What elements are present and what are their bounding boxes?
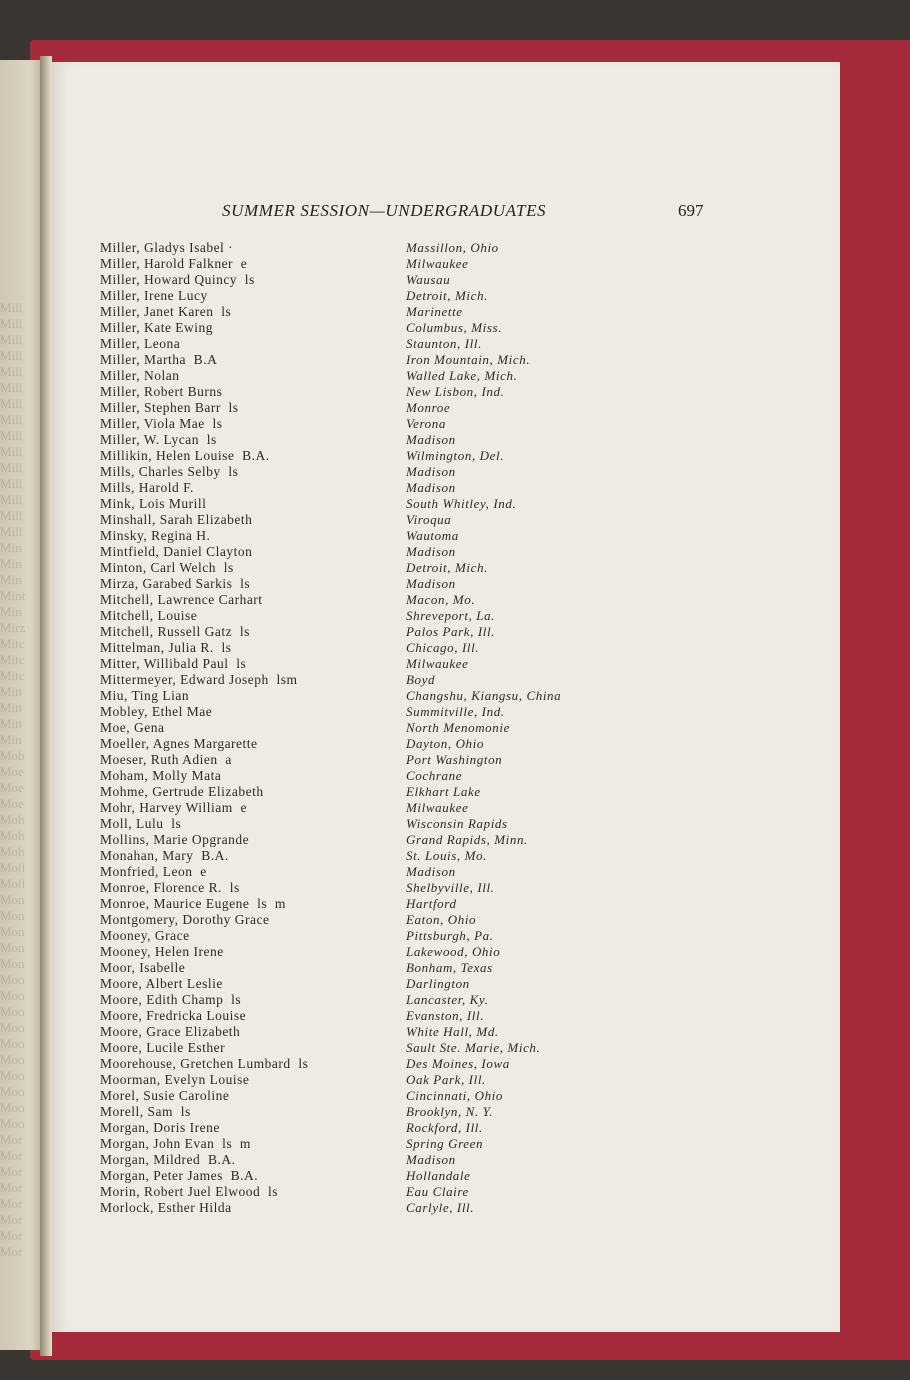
student-name: Morgan, Peter James B.A. bbox=[100, 1168, 259, 1183]
student-name: Miller, Leona bbox=[100, 336, 181, 351]
hometown: Madison bbox=[406, 1152, 456, 1167]
directory-entry bbox=[100, 592, 660, 608]
directory-entry bbox=[100, 688, 660, 704]
directory-entry bbox=[100, 1104, 660, 1120]
directory-entry bbox=[100, 464, 660, 480]
directory-entry bbox=[100, 384, 660, 400]
student-name: Moore, Albert Leslie bbox=[100, 976, 223, 991]
student-name: Mink, Lois Murill bbox=[100, 496, 207, 511]
hometown: Detroit, Mich. bbox=[406, 560, 488, 575]
directory-entry bbox=[100, 608, 660, 624]
student-name: Moorehouse, Gretchen Lumbard ls bbox=[100, 1056, 309, 1071]
hometown: New Lisbon, Ind. bbox=[406, 384, 505, 399]
student-name: Monroe, Maurice Eugene ls m bbox=[100, 896, 286, 911]
student-name: Morlock, Esther Hilda bbox=[100, 1200, 232, 1215]
student-name: Moorman, Evelyn Louise bbox=[100, 1072, 250, 1087]
directory-entry bbox=[100, 800, 660, 816]
directory-entry bbox=[100, 624, 660, 640]
hometown: Evanston, Ill. bbox=[406, 1008, 485, 1023]
directory-entry bbox=[100, 480, 660, 496]
directory-entry bbox=[100, 864, 660, 880]
hometown: Wilmington, Del. bbox=[406, 448, 505, 463]
directory-entry bbox=[100, 352, 660, 368]
hometown: Walled Lake, Mich. bbox=[406, 368, 518, 383]
hometown: Hollandale bbox=[406, 1168, 471, 1183]
directory-entry bbox=[100, 272, 660, 288]
directory-entry bbox=[100, 528, 660, 544]
directory-entry bbox=[100, 928, 660, 944]
hometown: Viroqua bbox=[406, 512, 452, 527]
student-name: Morgan, Mildred B.A. bbox=[100, 1152, 236, 1167]
student-name: Mooney, Helen Irene bbox=[100, 944, 224, 959]
hometown: Summitville, Ind. bbox=[406, 704, 505, 719]
hometown: White Hall, Md. bbox=[406, 1024, 499, 1039]
student-name: Moeser, Ruth Adien a bbox=[100, 752, 232, 767]
hometown: Cincinnati, Ohio bbox=[406, 1088, 503, 1103]
directory-entry bbox=[100, 1152, 660, 1168]
student-name: Miu, Ting Lian bbox=[100, 688, 190, 703]
directory-entry bbox=[100, 448, 660, 464]
directory-entry bbox=[100, 912, 660, 928]
hometown: Madison bbox=[406, 432, 456, 447]
directory-entry bbox=[100, 1040, 660, 1056]
student-name: Miller, Nolan bbox=[100, 368, 180, 383]
student-name: Mitchell, Lawrence Carhart bbox=[100, 592, 263, 607]
student-name: Millikin, Helen Louise B.A. bbox=[100, 448, 270, 463]
directory-entry bbox=[100, 1088, 660, 1104]
hometown: Madison bbox=[406, 544, 456, 559]
student-name: Miller, Janet Karen ls bbox=[100, 304, 232, 319]
student-name: Minshall, Sarah Elizabeth bbox=[100, 512, 253, 527]
directory-entry bbox=[100, 832, 660, 848]
hometown: Verona bbox=[406, 416, 446, 431]
directory-entry bbox=[100, 400, 660, 416]
directory-entry bbox=[100, 544, 660, 560]
directory-list bbox=[100, 240, 660, 1216]
hometown: Madison bbox=[406, 576, 456, 591]
directory-entry bbox=[100, 1200, 660, 1216]
directory-entry bbox=[100, 976, 660, 992]
directory-entry bbox=[100, 240, 660, 256]
student-name: Miller, Kate Ewing bbox=[100, 320, 214, 335]
directory-entry bbox=[100, 1056, 660, 1072]
directory-entry bbox=[100, 1168, 660, 1184]
student-name: Moore, Lucile Esther bbox=[100, 1040, 226, 1055]
directory-entry bbox=[100, 416, 660, 432]
hometown: Shelbyville, Ill. bbox=[406, 880, 495, 895]
hometown: Changshu, Kiangsu, China bbox=[406, 688, 562, 703]
directory-entry bbox=[100, 944, 660, 960]
directory-entry bbox=[100, 512, 660, 528]
hometown: Monroe bbox=[406, 400, 451, 415]
student-name: Minton, Carl Welch ls bbox=[100, 560, 234, 575]
hometown: Milwaukee bbox=[406, 800, 469, 815]
hometown: Columbus, Miss. bbox=[406, 320, 503, 335]
hometown: Port Washington bbox=[406, 752, 503, 767]
hometown: Madison bbox=[406, 480, 456, 495]
directory-entry bbox=[100, 1120, 660, 1136]
directory-entry bbox=[100, 432, 660, 448]
student-name: Morgan, John Evan ls m bbox=[100, 1136, 251, 1151]
student-name: Moore, Grace Elizabeth bbox=[100, 1024, 241, 1039]
book-gutter bbox=[40, 56, 52, 1356]
hometown: Des Moines, Iowa bbox=[406, 1056, 510, 1071]
hometown: Massillon, Ohio bbox=[406, 240, 499, 255]
student-name: Mills, Harold F. bbox=[100, 480, 194, 495]
hometown: Carlyle, Ill. bbox=[406, 1200, 475, 1215]
hometown: Rockford, Ill. bbox=[406, 1120, 483, 1135]
hometown: Elkhart Lake bbox=[406, 784, 481, 799]
running-head: SUMMER SESSION—UNDERGRADUATES bbox=[222, 201, 547, 220]
student-name: Miller, Irene Lucy bbox=[100, 288, 208, 303]
hometown: Wautoma bbox=[406, 528, 459, 543]
hometown: Boyd bbox=[406, 672, 436, 687]
student-name: Moe, Gena bbox=[100, 720, 165, 735]
hometown: Lakewood, Ohio bbox=[406, 944, 501, 959]
directory-entry bbox=[100, 768, 660, 784]
student-name: Mirza, Garabed Sarkis ls bbox=[100, 576, 251, 591]
directory-entry bbox=[100, 1072, 660, 1088]
hometown: Macon, Mo. bbox=[406, 592, 476, 607]
student-name: Moor, Isabelle bbox=[100, 960, 186, 975]
directory-entry bbox=[100, 368, 660, 384]
hometown: Wausau bbox=[406, 272, 451, 287]
hometown: Cochrane bbox=[406, 768, 463, 783]
student-name: Mitchell, Louise bbox=[100, 608, 198, 623]
directory-entry bbox=[100, 656, 660, 672]
left-page-edge bbox=[0, 60, 44, 1350]
student-name: Mollins, Marie Opgrande bbox=[100, 832, 250, 847]
directory-entry bbox=[100, 496, 660, 512]
student-name: Moham, Molly Mata bbox=[100, 768, 222, 783]
student-name: Moore, Fredricka Louise bbox=[100, 1008, 247, 1023]
hometown: Brooklyn, N. Y. bbox=[406, 1104, 494, 1119]
student-name: Minsky, Regina H. bbox=[100, 528, 211, 543]
directory-entry bbox=[100, 720, 660, 736]
directory-entry bbox=[100, 736, 660, 752]
student-name: Mitter, Willibald Paul ls bbox=[100, 656, 247, 671]
directory-entry bbox=[100, 752, 660, 768]
student-name: Moll, Lulu ls bbox=[100, 816, 182, 831]
student-name: Morgan, Doris Irene bbox=[100, 1120, 220, 1135]
hometown: South Whitley, Ind. bbox=[406, 496, 517, 511]
hometown: Milwaukee bbox=[406, 256, 469, 271]
directory-entry bbox=[100, 848, 660, 864]
student-name: Mintfield, Daniel Clayton bbox=[100, 544, 253, 559]
directory-entry bbox=[100, 288, 660, 304]
student-name: Miller, Harold Falkner e bbox=[100, 256, 248, 271]
hometown: St. Louis, Mo. bbox=[406, 848, 487, 863]
directory-entry bbox=[100, 1024, 660, 1040]
student-name: Mohme, Gertrude Elizabeth bbox=[100, 784, 264, 799]
hometown: Madison bbox=[406, 464, 456, 479]
directory-entry bbox=[100, 256, 660, 272]
directory-entry bbox=[100, 896, 660, 912]
hometown: Detroit, Mich. bbox=[406, 288, 488, 303]
hometown: Palos Park, Ill. bbox=[406, 624, 496, 639]
directory-entry bbox=[100, 960, 660, 976]
directory-entry bbox=[100, 880, 660, 896]
student-name: Moore, Edith Champ ls bbox=[100, 992, 242, 1007]
directory-entry bbox=[100, 992, 660, 1008]
student-name: Moeller, Agnes Margarette bbox=[100, 736, 258, 751]
student-name: Mohr, Harvey William e bbox=[100, 800, 248, 815]
hometown: Bonham, Texas bbox=[406, 960, 493, 975]
hometown: Dayton, Ohio bbox=[406, 736, 484, 751]
hometown: Darlington bbox=[406, 976, 470, 991]
directory-entry bbox=[100, 304, 660, 320]
hometown: Grand Rapids, Minn. bbox=[406, 832, 528, 847]
directory-entry bbox=[100, 1184, 660, 1200]
page-number: 697 bbox=[678, 201, 704, 220]
student-name: Morell, Sam ls bbox=[100, 1104, 191, 1119]
hometown: North Menomonie bbox=[406, 720, 510, 735]
directory-entry bbox=[100, 816, 660, 832]
student-name: Montgomery, Dorothy Grace bbox=[100, 912, 270, 927]
student-name: Mobley, Ethel Mae bbox=[100, 704, 213, 719]
hometown: Iron Mountain, Mich. bbox=[406, 352, 531, 367]
student-name: Miller, Howard Quincy ls bbox=[100, 272, 255, 287]
student-name: Monroe, Florence R. ls bbox=[100, 880, 240, 895]
directory-entry bbox=[100, 704, 660, 720]
hometown: Wisconsin Rapids bbox=[406, 816, 508, 831]
student-name: Miller, Robert Burns bbox=[100, 384, 223, 399]
left-page-ghost-text: Mill Mill Mill Mill Mill Mill Mill Mill Mill Mill Mill Mill Mill Mill Mill Min Min Min Mint Min Mirz Mitc Mitc Mitc Mitt Mitt Mitt Miu Mob Moe Moe Moe Moh Moh Moh Moll Moll Mon Mon Mon Mon Mon Moo Moo Moo Moo Moo Moo Moo Moo Moo Moo Mor Mor Mor Mor Mor Mor Mor Mor bbox=[0, 300, 26, 1259]
hometown: Shreveport, La. bbox=[406, 608, 496, 623]
student-name: Miller, Martha B.A bbox=[100, 352, 218, 367]
hometown: Eau Claire bbox=[406, 1184, 469, 1199]
hometown: Hartford bbox=[406, 896, 457, 911]
student-name: Mooney, Grace bbox=[100, 928, 190, 943]
directory-entry bbox=[100, 320, 660, 336]
directory-entry bbox=[100, 1008, 660, 1024]
directory-entry bbox=[100, 640, 660, 656]
directory-entry bbox=[100, 1136, 660, 1152]
hometown: Eaton, Ohio bbox=[406, 912, 477, 927]
hometown: Madison bbox=[406, 864, 456, 879]
hometown: Milwaukee bbox=[406, 656, 469, 671]
student-name: Morin, Robert Juel Elwood ls bbox=[100, 1184, 278, 1199]
directory-entry bbox=[100, 784, 660, 800]
directory-entry bbox=[100, 560, 660, 576]
student-name: Morel, Susie Caroline bbox=[100, 1088, 230, 1103]
student-name: Mitchell, Russell Gatz ls bbox=[100, 624, 250, 639]
directory-entry bbox=[100, 672, 660, 688]
student-name: Mittermeyer, Edward Joseph lsm bbox=[100, 672, 298, 687]
student-name: Mittelman, Julia R. ls bbox=[100, 640, 232, 655]
hometown: Spring Green bbox=[406, 1136, 484, 1151]
student-name: Miller, Viola Mae ls bbox=[100, 416, 223, 431]
hometown: Oak Park, Ill. bbox=[406, 1072, 486, 1087]
hometown: Staunton, Ill. bbox=[406, 336, 482, 351]
student-name: Miller, Stephen Barr ls bbox=[100, 400, 239, 415]
student-name: Miller, Gladys Isabel · bbox=[100, 240, 234, 255]
hometown: Lancaster, Ky. bbox=[406, 992, 489, 1007]
directory-entry bbox=[100, 576, 660, 592]
hometown: Chicago, Ill. bbox=[406, 640, 480, 655]
student-name: Miller, W. Lycan ls bbox=[100, 432, 217, 447]
student-name: Monfried, Leon e bbox=[100, 864, 207, 879]
student-name: Mills, Charles Selby ls bbox=[100, 464, 239, 479]
student-name: Monahan, Mary B.A. bbox=[100, 848, 229, 863]
directory-entry bbox=[100, 336, 660, 352]
hometown: Marinette bbox=[406, 304, 463, 319]
hometown: Sault Ste. Marie, Mich. bbox=[406, 1040, 541, 1055]
hometown: Pittsburgh, Pa. bbox=[406, 928, 494, 943]
